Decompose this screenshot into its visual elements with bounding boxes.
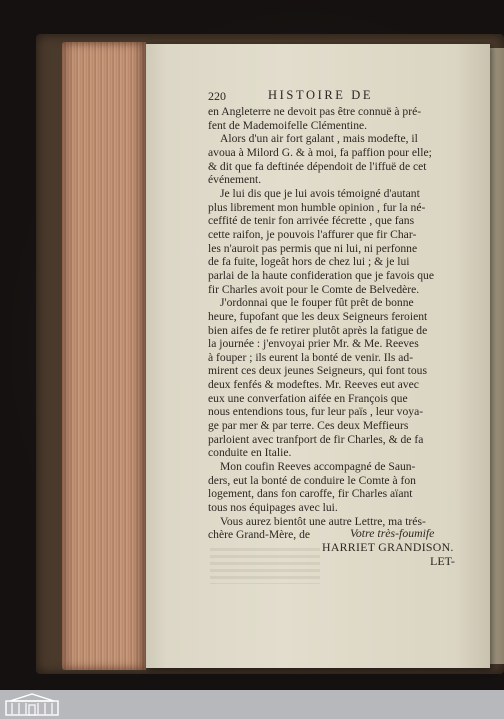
text-line: cette raifon, je pouvois l'affurer que fir Char- bbox=[208, 227, 417, 241]
viewer-footer-bar bbox=[0, 690, 504, 719]
text-line: la journée : j'envoyai prier Mr. & Me. Reeves bbox=[208, 337, 419, 351]
text-line: nous entendions tous, fur leur païs , leur voya- bbox=[208, 405, 424, 419]
text-line: & dit que fa deftinée dépendoit de l'iffuë de cet bbox=[208, 159, 427, 173]
text-line: bien aifes de fe retirer plutôt après la fatigue de bbox=[208, 323, 428, 337]
text-line: avoua à Milord G. & à moi, fa paffion pour elle; bbox=[208, 145, 432, 159]
text-line: en Angleterre ne devoit pas être connuë à pré- bbox=[208, 105, 422, 118]
text-line: logement, dans fon caroffe, fir Charles aïant bbox=[208, 487, 413, 501]
catchword: LET- bbox=[430, 554, 455, 568]
text-line: Mon coufin Reeves accompagné de Saun- bbox=[220, 460, 416, 474]
running-head: HISTOIRE DE bbox=[268, 88, 374, 102]
library-building-icon bbox=[4, 692, 60, 717]
text-line: J'ordonnai que le fouper fût prêt de bonne bbox=[220, 296, 414, 310]
text-line: les n'auroit pas permis que ni lui, ni perfonne bbox=[208, 241, 418, 255]
page-edges bbox=[62, 42, 146, 670]
text-line: eux une converfation aifée en François que bbox=[208, 391, 408, 405]
text-line: mirent ces deux jeunes Seigneurs, qui font tous bbox=[208, 364, 427, 378]
text-line: événement. bbox=[208, 173, 262, 187]
text-line: heure, fupofant que les deux Seigneurs feroient bbox=[208, 309, 428, 323]
page-number: 220 bbox=[208, 89, 226, 103]
text-line: fir Charles avoit pour le Comte de Belvedère. bbox=[208, 282, 420, 296]
text-line: ge par mer & par terre. Ces deux Meffieurs bbox=[208, 419, 409, 433]
body-text bbox=[208, 105, 470, 542]
facing-page-edge bbox=[488, 48, 504, 664]
text-line: plus librement mon humble opinion , fur la né- bbox=[208, 200, 426, 214]
ink-show-through bbox=[210, 548, 320, 584]
text-line: de fa fuite, logeât hors de chez lui ; & je lui bbox=[208, 255, 410, 269]
text-line: deux fenfés & modeftes. Mr. Reeves eut avec bbox=[208, 378, 419, 392]
text-line: chère Grand-Mère, de bbox=[208, 528, 311, 542]
text-line: ders, eut la bonté de conduire le Comte à fon bbox=[208, 473, 416, 487]
text-line: ceffité de tenir fon arrivée fécrette , que fans bbox=[208, 214, 415, 228]
text-line: Alors d'un air fort galant , mais modefte, il bbox=[220, 132, 418, 146]
signature: HARRIET GRANDISON. bbox=[322, 540, 454, 554]
text-line: parlai de la haute confideration que je favois que bbox=[208, 268, 434, 282]
text-line: à fouper ; ils eurent la bonté de venir. Ils ad- bbox=[208, 350, 414, 364]
text-line: Vous aurez bientôt une autre Lettre, ma trés- bbox=[220, 514, 426, 528]
valediction: Votre très-foumife bbox=[350, 526, 435, 540]
text-line: conduite en Italie. bbox=[208, 446, 292, 460]
text-line: tous nos équipages avec lui. bbox=[208, 501, 338, 515]
text-line: fent de Mademoifelle Clémentine. bbox=[208, 118, 368, 132]
text-line: parloient avec tranfport de fir Charles, & de fa bbox=[208, 432, 424, 446]
text-line: Je lui dis que je lui avois témoigné d'autant bbox=[220, 186, 420, 200]
